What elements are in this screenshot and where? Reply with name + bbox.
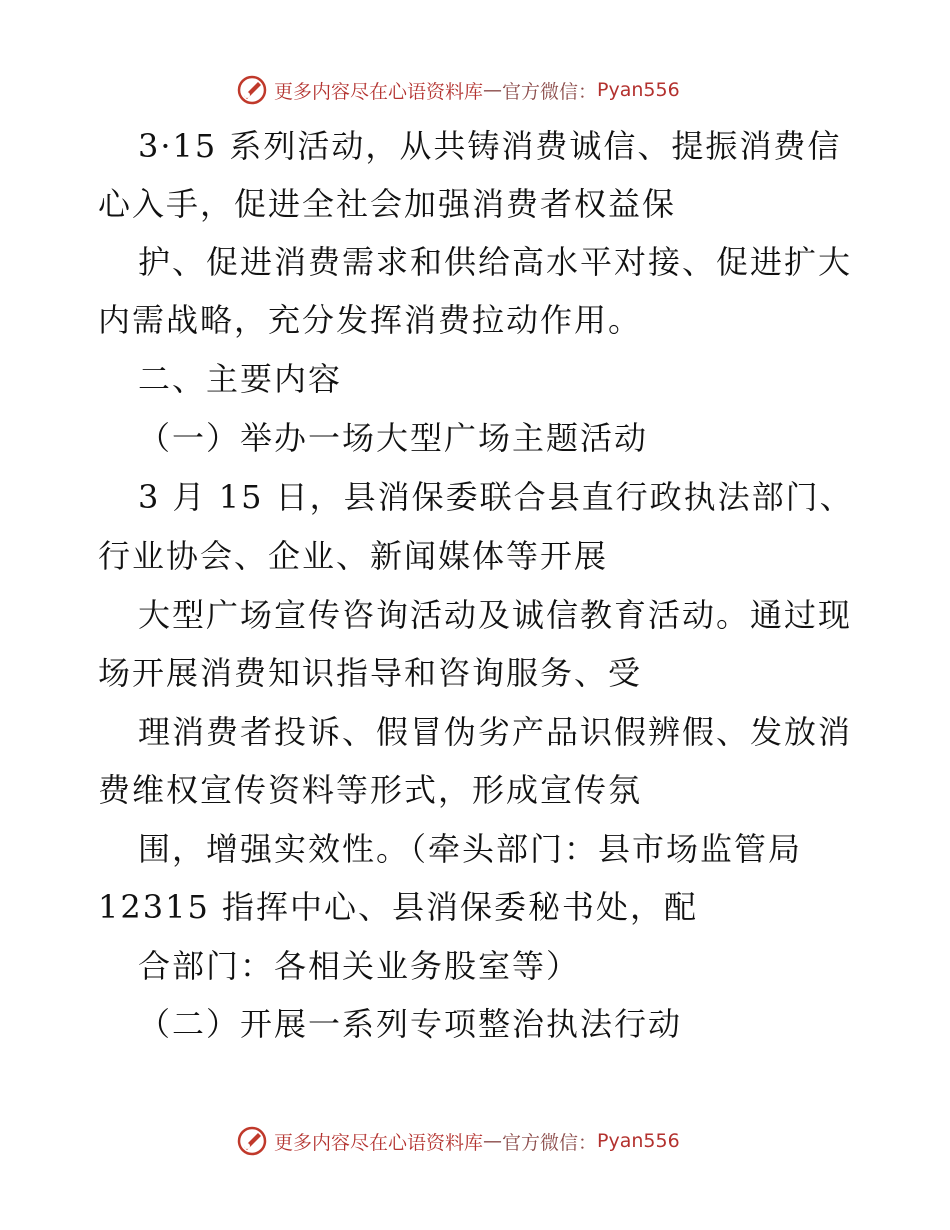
paragraph-line: 费维权宣传资料等形式，形成宣传氛 [98,771,643,809]
watermark-main-text: 更多内容尽在心语资料库 [274,80,484,103]
subsection-heading: （一）举办一场大型广场主题活动 [138,419,649,457]
watermark-dash: — [483,79,503,101]
paragraph-line: 合部门：各相关业务股室等） [138,947,581,985]
watermark-handle: Pyan556 [597,79,680,101]
paragraph-line: 心入手，促进全社会加强消费者权益保 [98,185,677,223]
paragraph-line: 行业协会、企业、新闻媒体等开展 [98,537,609,575]
watermark-logo-icon [236,74,268,106]
watermark-main-text: 更多内容尽在心语资料库 [274,1131,484,1154]
watermark-logo-icon [236,1125,268,1157]
paragraph-line: 场开展消费知识指导和咨询服务、受 [98,654,643,692]
watermark-header [236,73,680,107]
watermark-handle: Pyan556 [597,1130,680,1152]
paragraph-line: 12315 指挥中心、县消保委秘书处，配 [98,888,698,926]
paragraph-line: 内需战略，充分发挥消费拉动作用。 [98,301,643,339]
paragraph-line: 围，增强实效性。（牵头部门：县市场监管局 [138,830,803,868]
section-heading: 二、主要内容 [138,360,343,398]
paragraph-line: 大型广场宣传咨询活动及诚信教育活动。通过现 [138,596,853,634]
subsection-heading: （二）开展一系列专项整治执法行动 [138,1005,683,1043]
watermark-dash: — [483,1130,503,1152]
paragraph-line: 3 月 15 日，县消保委联合县直行政执法部门、 [138,478,854,516]
watermark-official-label: 官方微信： [502,80,598,103]
paragraph-line: 护、促进消费需求和供给高水平对接、促进扩大 [138,243,853,281]
paragraph-line: 3·15 系列活动，从共铸消费诚信、提振消费信 [138,127,842,165]
paragraph-line: 理消费者投诉、假冒伪劣产品识假辨假、发放消 [138,713,853,751]
watermark-footer [236,1124,680,1158]
watermark-official-label: 官方微信： [502,1131,598,1154]
